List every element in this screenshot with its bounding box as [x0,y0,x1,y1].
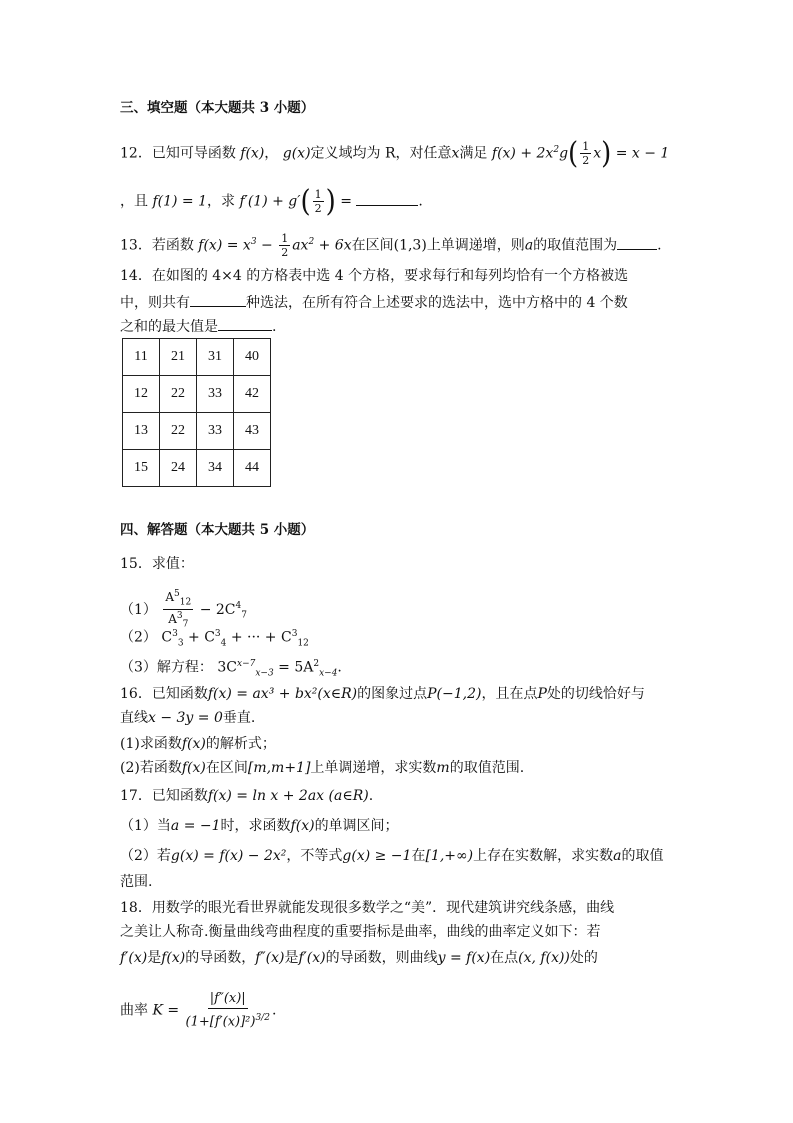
q12-eq-g: g [559,145,569,162]
table-cell: 33 [197,413,234,450]
q13-line [120,232,662,259]
table-cell: 33 [197,376,234,413]
q17-part2-line2: 范围. [120,874,153,890]
table-row [123,450,271,487]
q12-expr: f′(1) + g′ [239,193,301,210]
table-cell: 13 [123,413,160,450]
q18-K: K = [152,1002,180,1019]
q12-eq: = [340,193,352,210]
q12-answer-blank[interactable] [356,191,418,206]
q12-text2: 定义域均为 [310,145,381,162]
q14-grid-table [122,338,271,487]
q12-eq-a: f(x) + 2x [491,145,554,162]
q12-cond: f(1) = 1 [152,193,208,210]
q18-line2: 之美让人称奇.衡量曲线弯曲程度的重要指标是曲率，曲线的曲率定义如下：若 [120,924,601,940]
q14-line2 [120,292,628,313]
q17-expr: f(x) = ln x + 2ax (a∈R) [207,788,369,804]
q12-eq-rhs: = x − 1 [615,145,670,162]
q13-expr-c: ax [292,237,309,254]
q13-expr-a: f(x) = x [198,237,251,254]
q14-answer-blank-2[interactable] [218,316,272,331]
table-cell: 34 [197,450,234,487]
q18-curvature-frac: $\frac{|f''(x)|}{(1+[f'(x)]^2)^{3/2}}$ [185,991,270,1030]
q13-frac: $\frac{1}{2}$ [281,232,289,260]
q15-part2: （2） $C^3_3 + C^3_4$ + ··· + $C^3_{12}$ [120,629,309,649]
q15-p1-frac: $\frac{A^5_{12}}{A^3_7}$ [165,589,192,630]
q13-sup-c: 2 [308,237,315,247]
table-cell: 22 [160,376,197,413]
q12-g: g(x) [282,145,311,162]
q16-part2: (2)若函数f(x)在区间[m,m+1]上单调递增，求实数m的取值范围. [120,760,525,776]
q18-line3: f′(x)是f(x)的导函数，f″(x)是f′(x)的导函数，则曲线y = f(x)在点(x, f(x))处的 [120,950,598,966]
q15-p1-rest: − 2C [199,601,236,618]
table-cell: 22 [160,413,197,450]
q12-text4: 满足 [459,145,488,162]
table-cell: 15 [123,450,160,487]
q13-mid: 在区间 [351,237,394,254]
q13-end: . [657,237,662,254]
section-3-heading: 三、填空题（本大题共 3 小题） [120,100,315,116]
table-cell: 21 [160,339,197,376]
q15-p1-label: （1） [120,601,157,618]
q13-text: 13．若函数 [120,237,194,254]
q18-line1: 18．用数学的眼光看世界就能发现很多数学之“美”．现代建筑讲究线条感，曲线 [120,900,615,916]
table-cell: 43 [234,413,271,450]
q15-p2-label: （2） [120,629,157,646]
q14-l2-post: 种选法，在所有符合上述要求的选法中，选中方格中的 4 个数 [246,295,628,311]
q12-frac: $\frac{1}{2}$ [582,140,590,168]
q16-part1: (1)求函数f(x)的解析式； [120,736,276,752]
q15-p3-label: （3）解方程： [120,659,213,676]
q12-l2-mid: ，求 [207,193,236,210]
q13-answer-blank[interactable] [617,235,657,250]
q16-line1: 16．已知函数f(x) = ax³ + bx²(x∈R)的图象过点P(−1,2)，且在点P处的切线恰好与 [120,686,645,702]
table-row [123,376,271,413]
q12-text: 12．已知可导函数 [120,145,236,162]
q12-line1: 12．已知可导函数 f(x)， g(x)定义域均为 R，对任意x满足 $f(x) + 2x^2g$( $\frac{1}{2}$ x) = x − 1 [120,136,670,171]
table-row [123,339,271,376]
q14-answer-blank-1[interactable] [190,292,246,307]
table-row [123,413,271,450]
table-cell: 12 [123,376,160,413]
q17-part2: （2）若g(x) = f(x) − 2x²，不等式g(x) ≥ −1在[1,+∞)上存在实数解，求实数a的取值 [120,848,664,864]
q12-x: x [451,145,460,162]
q12-text3: ，对任意 [395,145,452,162]
q17-part1: （1）当a = −1时，求函数f(x)的单调区间； [120,818,399,834]
q16-expr: f(x) = ax³ + bx²(x∈R) [207,686,358,702]
q16-point: P(−1,2) [427,686,482,702]
q12-R: R [384,145,396,162]
q12-line2: ，且 f(1) = 1，求 f′(1) + g′( $\frac{1}{2}$ ) = . [120,184,423,219]
q12-l2-text: ，且 [120,193,148,210]
q12-eq-sq: 2 [553,145,560,155]
q13-expr-d: + 6x [314,237,352,254]
table-cell: 40 [234,339,271,376]
q16-line2: 直线x − 3y = 0垂直. [120,710,256,726]
q12-eq-x: x [593,145,602,162]
q14-l2-pre: 中，则共有 [120,295,190,311]
table-cell: 44 [234,450,271,487]
q13-mid2: 上单调递增，则 [426,237,525,254]
q14-l3-post: . [272,319,277,335]
q12-frac2: $\frac{1}{2}$ [314,188,322,215]
q13-expr-b: − [256,237,278,254]
q18-line4: 曲率 K = $\frac{|f''(x)|}{(1+[f'(x)]^2)^{3/2}}$ . [120,991,277,1030]
q12-end: . [418,193,423,210]
q15-title: 15．求值： [120,556,194,572]
q17-line: 17．已知函数f(x) = ln x + 2ax (a∈R). [120,788,374,804]
section-4-heading: 四、解答题（本大题共 5 小题） [120,522,315,538]
table-cell: 11 [123,339,160,376]
q13-interval: (1,3) [393,237,427,254]
q14-line1: 14．在如图的 4×4 的方格表中选 4 个方格，要求每行和每列均恰有一个方格被选 [120,268,629,284]
table-cell: 24 [160,450,197,487]
q12-f: f(x) [240,145,265,162]
q14-line3 [120,316,276,337]
q12-sep: ， [264,145,279,162]
q13-end-text: 的取值范围为 [533,237,618,254]
q14-l3-pre: 之和的最大值是 [120,319,218,335]
q15-part1: （1） $\frac{A^5_{12}}{A^3_7}$ − $2C^4_7$ [120,589,247,630]
q13-var: a [524,237,534,254]
table-cell: 31 [197,339,234,376]
q13-sup-a: 3 [250,237,257,247]
q15-part3: （3）解方程： $3C^{x-7}_{x-3} = 5A^2_{x-4}$. [120,659,342,679]
table-cell: 42 [234,376,271,413]
